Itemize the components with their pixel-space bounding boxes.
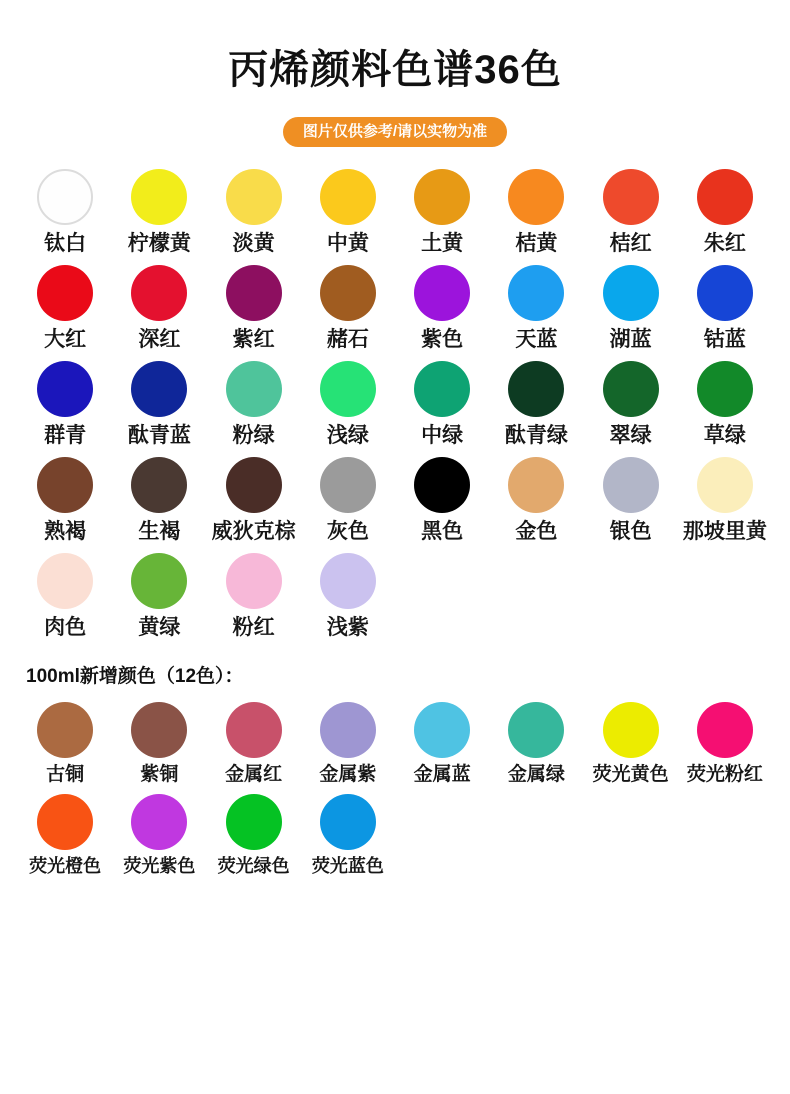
color-swatch-item [112,257,206,351]
color-swatch-dot [226,794,282,850]
color-swatch-item [301,353,395,447]
color-swatch-dot [131,361,187,417]
color-swatch-dot [414,457,470,513]
extra-swatch-grid-row2 [18,786,772,877]
color-swatch-item [584,161,678,255]
color-swatch-dot [226,265,282,321]
color-swatch-dot [37,553,93,609]
color-swatch-dot [320,794,376,850]
main-swatch-grid [18,161,772,639]
color-swatch-item [395,257,489,351]
color-swatch-label: 钛白 [44,232,87,255]
color-swatch-label: 赭石 [326,328,369,352]
color-swatch-item [584,353,678,447]
color-swatch-label: 浅紫 [326,616,369,640]
color-swatch-label: 灰色 [326,520,369,544]
color-swatch-item [395,449,489,543]
color-swatch-dot [508,265,564,321]
color-swatch-label: 淡黄 [232,232,275,255]
color-swatch-item [301,545,395,639]
color-swatch-dot [131,457,187,513]
color-swatch-item [489,257,583,351]
color-swatch-item [678,694,772,786]
color-swatch-item [395,353,489,447]
color-swatch-dot [131,169,187,225]
color-swatch-label: 金属紫 [319,764,377,786]
color-chart-page [0,38,790,1094]
color-swatch-label: 金色 [515,520,558,544]
color-swatch-dot [414,169,470,225]
color-swatch-item [489,449,583,543]
color-swatch-label: 深红 [138,328,181,352]
color-swatch-item [301,449,395,543]
color-swatch-dot [37,169,93,225]
color-swatch-label: 紫铜 [140,764,179,786]
color-swatch-label: 银色 [609,520,652,544]
color-swatch-label: 荧光绿色 [217,856,290,877]
color-swatch-item [678,257,772,351]
color-swatch-dot [320,553,376,609]
color-swatch-label: 紫红 [232,328,275,352]
color-swatch-item [112,694,206,786]
color-swatch-item [18,161,112,255]
color-swatch-dot [697,457,753,513]
color-swatch-label: 钴蓝 [703,328,746,352]
color-swatch-label: 湖蓝 [609,328,652,352]
color-swatch-dot [697,702,753,758]
color-swatch-dot [131,702,187,758]
color-swatch-item [489,161,583,255]
color-swatch-label: 土黄 [421,232,464,255]
color-swatch-dot [226,702,282,758]
color-swatch-dot [226,457,282,513]
color-swatch-item [207,449,301,543]
color-swatch-dot [603,457,659,513]
color-swatch-label: 生褐 [138,520,181,544]
color-swatch-item [584,694,678,786]
color-swatch-label: 朱红 [703,232,746,255]
color-swatch-label: 古铜 [46,764,85,786]
color-swatch-item [301,257,395,351]
color-swatch-item [18,545,112,639]
color-swatch-dot [414,702,470,758]
color-swatch-label: 金属红 [225,764,283,786]
color-swatch-dot [226,553,282,609]
color-swatch-label: 桔黄 [515,232,558,255]
color-swatch-item [207,161,301,255]
color-swatch-label: 天蓝 [515,328,558,352]
color-swatch-dot [37,361,93,417]
color-swatch-dot [508,702,564,758]
color-swatch-dot [508,457,564,513]
color-swatch-dot [320,169,376,225]
extra-swatch-grid-row1 [18,694,772,786]
color-swatch-label: 荧光黄色 [592,764,669,786]
color-swatch-item [301,786,395,877]
color-swatch-dot [603,169,659,225]
color-swatch-dot [603,702,659,758]
color-swatch-item [584,449,678,543]
color-swatch-label: 酞青蓝 [127,424,191,448]
color-swatch-dot [37,794,93,850]
color-swatch-dot [603,265,659,321]
color-swatch-label: 金属蓝 [413,764,471,786]
color-swatch-item [207,786,301,877]
color-swatch-label: 金属绿 [507,764,565,786]
color-swatch-label: 浅绿 [326,424,369,448]
color-swatch-item [584,257,678,351]
color-swatch-dot [697,361,753,417]
color-swatch-dot [320,702,376,758]
color-swatch-item [207,545,301,639]
color-swatch-label: 粉红 [232,616,275,640]
color-swatch-dot [320,265,376,321]
color-swatch-item [301,161,395,255]
color-swatch-item [207,353,301,447]
color-swatch-label: 粉绿 [232,424,275,448]
disclaimer-badge-wrapper [18,117,772,147]
color-swatch-dot [226,361,282,417]
color-swatch-item [678,449,772,543]
status-badge: 图片仅供参考/请以实物为准 [283,117,507,147]
color-swatch-item [18,449,112,543]
color-swatch-dot [508,169,564,225]
color-swatch-label: 荧光粉红 [686,764,763,786]
color-swatch-dot [37,457,93,513]
color-swatch-item [207,257,301,351]
color-swatch-label: 荧光蓝色 [311,856,384,877]
color-swatch-label: 中黄 [326,232,369,255]
color-swatch-item [18,353,112,447]
color-swatch-label: 荧光橙色 [29,856,102,877]
color-swatch-dot [131,553,187,609]
color-swatch-item [489,694,583,786]
color-swatch-dot [414,265,470,321]
color-swatch-label: 中绿 [421,424,464,448]
color-swatch-dot [697,169,753,225]
color-swatch-label: 酞青绿 [504,424,568,448]
color-swatch-item [112,353,206,447]
color-swatch-dot [320,457,376,513]
color-swatch-dot [697,265,753,321]
color-swatch-label: 黑色 [421,520,464,544]
page-title: 丙烯颜料色谱36色 [228,48,562,92]
color-swatch-dot [131,794,187,850]
color-swatch-item [395,694,489,786]
color-swatch-item [301,694,395,786]
color-swatch-label: 翠绿 [609,424,652,448]
color-swatch-label: 肉色 [44,616,87,640]
color-swatch-label: 黄绿 [138,616,181,640]
color-swatch-label: 草绿 [703,424,746,448]
color-swatch-item [18,257,112,351]
color-swatch-item [489,353,583,447]
color-swatch-label: 桔红 [609,232,652,255]
color-swatch-dot [320,361,376,417]
color-swatch-item [112,545,206,639]
color-swatch-label: 荧光紫色 [123,856,196,877]
extra-section-heading: 100ml新增颜色（12色）： [26,666,244,688]
color-swatch-dot [603,361,659,417]
color-swatch-label: 威狄克棕 [211,520,296,544]
color-swatch-dot [131,265,187,321]
color-swatch-item [207,694,301,786]
color-swatch-dot [37,265,93,321]
color-swatch-label: 大红 [44,328,87,352]
color-swatch-item [678,353,772,447]
color-swatch-label: 那坡里黄 [682,520,767,544]
color-swatch-item [112,161,206,255]
color-swatch-dot [226,169,282,225]
color-swatch-label: 紫色 [421,328,464,352]
color-swatch-item [18,786,112,877]
color-swatch-item [395,161,489,255]
color-swatch-label: 熟褐 [44,520,87,544]
color-swatch-dot [414,361,470,417]
color-swatch-item [112,786,206,877]
color-swatch-label: 群青 [44,424,87,448]
color-swatch-item [678,161,772,255]
color-swatch-dot [508,361,564,417]
color-swatch-label: 柠檬黄 [127,232,191,255]
color-swatch-item [18,694,112,786]
color-swatch-item [112,449,206,543]
color-swatch-dot [37,702,93,758]
